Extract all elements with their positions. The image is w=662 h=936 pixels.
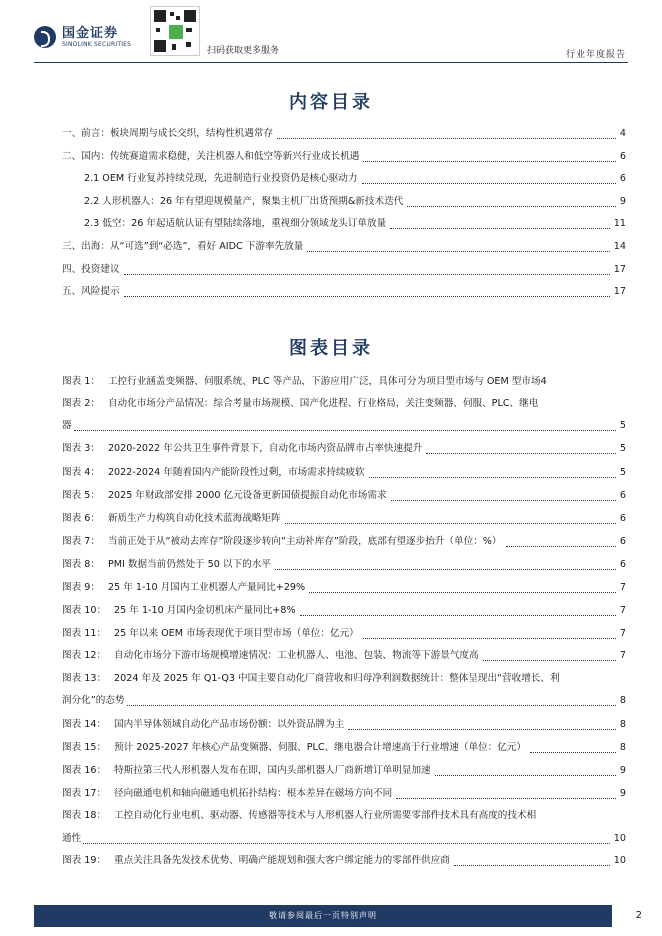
figure-label: 图表 5： (62, 490, 100, 501)
dot-leader (363, 151, 615, 165)
figure-label: 图表 18： (62, 810, 107, 821)
figure-page: 4 (540, 376, 547, 387)
figure-page: 7 (619, 650, 626, 661)
figure-text: 工控自动化行业电机、驱动器、传感器等技术与人形机器人行业所需要零部件技术具有高度的技术相 (114, 810, 537, 821)
wechat-icon (168, 24, 184, 40)
figure-label: 图表 10： (62, 605, 107, 616)
figure-page: 7 (619, 582, 626, 593)
toc-title: 内容目录 (289, 92, 373, 113)
figure-label: 图表 4： (62, 467, 100, 478)
toc-item-text: 五、风险提示 (62, 286, 120, 297)
toc-item-text: 2.1 OEM 行业复苏持续兑现，先进制造行业投资仍是核心驱动力 (84, 173, 358, 184)
dot-leader (277, 128, 616, 142)
figure-page: 5 (619, 443, 626, 454)
dot-leader (74, 420, 616, 434)
figure-text: 工控行业涵盖变频器、伺服系统、PLC 等产品，下游应用广泛，具体可分为项目型市场与 OEM 型市场 (107, 376, 541, 387)
dot-leader (275, 559, 616, 573)
page-header (0, 0, 662, 66)
figure-item[interactable] (62, 671, 626, 687)
toc-item-text: 2.3 低空：26 年起适航认证有望陆续落地，重视细分领域龙头订单放量 (84, 218, 387, 229)
figure-item[interactable] (62, 648, 626, 664)
dot-leader (307, 241, 609, 255)
toc-item[interactable] (62, 149, 626, 165)
figure-text-cont: 通性 (62, 833, 82, 844)
page-number: 2 (635, 910, 642, 921)
toc-item[interactable] (62, 126, 626, 142)
figure-label: 图表 14： (62, 719, 107, 730)
toc-item-page: 11 (613, 218, 626, 229)
figure-text: 自动化市场分下游市场规模增速情况：工业机器人、电池、包装、物流等下游景气度高 (114, 650, 479, 661)
toc-item[interactable] (84, 194, 626, 210)
dot-leader (506, 536, 616, 550)
figure-label: 图表 8： (62, 559, 100, 570)
figure-item[interactable] (62, 717, 626, 733)
figure-label: 图表 11： (62, 628, 107, 639)
toc-item-text: 四、投资建议 (62, 264, 120, 275)
logo-name-cn: 国金证券 (62, 25, 119, 41)
figure-label: 图表 13： (62, 673, 107, 684)
figure-text: 重点关注具备先发技术优势、明确产能规划和强大客户绑定能力的零部件供应商 (114, 855, 450, 866)
figure-text: 25 年 1-10 月国内金切机床产量同比+8% (114, 605, 296, 616)
figure-text-cont: 器 (62, 420, 72, 431)
figure-page: 6 (619, 513, 626, 524)
toc-item-page: 17 (613, 286, 626, 297)
figure-page: 10 (613, 833, 626, 844)
figure-page: 8 (619, 742, 626, 753)
qr-code-icon[interactable] (150, 6, 200, 56)
company-logo (34, 26, 131, 48)
figure-page: 9 (619, 765, 626, 776)
toc-item[interactable] (84, 171, 626, 187)
dot-leader (396, 788, 616, 802)
figure-item[interactable] (62, 488, 626, 504)
figure-page: 7 (619, 628, 626, 639)
logo-mark-icon (34, 26, 56, 48)
figure-label: 图表 19： (62, 855, 107, 866)
dot-leader (435, 765, 616, 779)
figure-text: 径向磁通电机和轴向磁通电机拓扑结构：根本差异在磁场方向不同 (114, 788, 393, 799)
toc-item-page: 4 (619, 128, 626, 139)
figure-item[interactable] (62, 853, 626, 869)
figure-label: 图表 1： (62, 376, 100, 387)
toc-item-page: 9 (619, 196, 626, 207)
toc-item[interactable] (62, 284, 626, 300)
figure-text-cont: 润分化”的态势 (62, 695, 125, 706)
dot-leader (454, 855, 610, 869)
figure-text: 25 年 1-10 月国内工业机器人产量同比+29% (107, 582, 306, 593)
figure-item[interactable] (62, 511, 626, 527)
figure-page: 9 (619, 788, 626, 799)
figure-page: 10 (613, 855, 626, 866)
figure-text: 预计 2025-2027 年核心产品变频器、伺服、PLC、继电器合计增速高于行业增速（单位：亿元） (114, 742, 527, 753)
toc-item[interactable] (62, 262, 626, 278)
figure-text: PMI 数据当前仍然处于 50 以下的水平 (107, 559, 271, 570)
figure-label: 图表 16： (62, 765, 107, 776)
toc-item-page: 14 (613, 241, 626, 252)
logo-name-en: SINOLINK SECURITIES (62, 40, 132, 48)
figure-text: 2022-2024 年随着国内产能阶段性过剩，市场需求持续疲软 (107, 467, 365, 478)
toc-item-text: 二、国内：传统赛道需求稳健，关注机器人和低空等新兴行业成长机遇 (62, 151, 360, 162)
figure-text: 2025 年财政部安排 2000 亿元设备更新国债提振自动化市场需求 (107, 490, 387, 501)
figure-page: 5 (619, 420, 626, 431)
figure-label: 图表 2： (62, 398, 100, 409)
figure-item[interactable] (62, 465, 626, 481)
figure-text: 自动化市场分产品情况：综合考量市场规模、国产化进程、行业格局，关注变频器、伺服、PLC、继电 (107, 398, 539, 409)
figure-page: 6 (619, 490, 626, 501)
dot-leader (426, 443, 616, 457)
figure-item[interactable] (62, 441, 626, 457)
figure-page: 6 (619, 536, 626, 547)
figure-text: 新质生产力构筑自动化技术蓝海战略矩阵 (107, 513, 281, 524)
dot-leader (83, 833, 610, 847)
figure-label: 图表 17： (62, 788, 107, 799)
figure-item[interactable] (62, 534, 626, 550)
figure-text: 当前正处于从“被动去库存”阶段逐步转向“主动补库存”阶段，底部有望逐步抬升（单位：%） (107, 536, 502, 547)
figure-item-continuation[interactable] (62, 418, 626, 434)
header-divider (34, 62, 628, 63)
toc-item-page: 6 (619, 151, 626, 162)
dot-leader (362, 173, 616, 187)
dot-leader (390, 218, 610, 232)
report-type-label: 行业年度报告 (565, 50, 626, 60)
dot-leader (530, 742, 616, 756)
dot-leader (483, 650, 616, 664)
figure-page: 7 (619, 605, 626, 616)
toc-item[interactable] (84, 216, 626, 232)
dot-leader (348, 719, 616, 733)
figure-page: 8 (619, 695, 626, 706)
dot-leader (407, 196, 616, 210)
figure-label: 图表 6： (62, 513, 100, 524)
figure-item[interactable] (62, 763, 626, 779)
figure-item[interactable] (62, 374, 626, 390)
figure-item[interactable] (62, 557, 626, 573)
toc-item[interactable] (62, 239, 626, 255)
toc-item-text: 一、前言：板块周期与成长交织，结构性机遇常存 (62, 128, 274, 139)
figure-label: 图表 15： (62, 742, 107, 753)
figure-item[interactable] (62, 786, 626, 802)
figure-text: 25 年以来 OEM 市场表现优于项目型市场（单位：亿元） (114, 628, 359, 639)
footer-bar (34, 905, 612, 927)
figure-page: 5 (619, 467, 626, 478)
footer-disclaimer: 敬请参阅最后一页特别声明 (269, 911, 377, 920)
figure-text: 2024 年及 2025 年 Q1-Q3 中国主要自动化厂商营收和归母净利润数据统计：整体呈现出“营收增长、利 (114, 673, 560, 684)
dot-leader (285, 513, 616, 527)
figure-item-continuation[interactable] (62, 831, 626, 847)
figure-item[interactable] (62, 740, 626, 756)
figure-text: 特斯拉第三代人形机器人发布在即，国内头部机器人厂商新增订单明显加速 (114, 765, 431, 776)
dot-leader (369, 467, 616, 481)
figure-item[interactable] (62, 808, 626, 824)
figure-page: 6 (619, 559, 626, 570)
figure-text: 国内半导体领域自动化产品市场份额：以外资品牌为主 (114, 719, 345, 730)
figure-text: 2020-2022 年公共卫生事件背景下，自动化市场内资品牌市占率快速提升 (107, 443, 423, 454)
dot-leader (309, 582, 616, 596)
figure-label: 图表 7： (62, 536, 100, 547)
figure-item[interactable] (62, 396, 626, 412)
dot-leader (124, 264, 610, 278)
dot-leader (127, 695, 616, 709)
dot-leader (391, 490, 616, 504)
toc-item-page: 6 (619, 173, 626, 184)
toc-item-text: 三、出海：从“可选”到“必选”，看好 AIDC 下游率先放量 (62, 241, 304, 252)
figure-item[interactable] (62, 626, 626, 642)
dot-leader (300, 605, 616, 619)
toc-item-page: 17 (613, 264, 626, 275)
figures-title: 图表目录 (289, 338, 373, 359)
figure-label: 图表 3： (62, 443, 100, 454)
figure-page: 8 (619, 719, 626, 730)
dot-leader (124, 286, 610, 300)
figure-item[interactable] (62, 580, 626, 596)
dot-leader (363, 628, 616, 642)
figure-item[interactable] (62, 603, 626, 619)
figure-item-continuation[interactable] (62, 693, 626, 709)
scan-prompt: 扫码获取更多服务 (207, 46, 280, 56)
toc-item-text: 2.2 人形机器人：26 年有望迎规模量产，聚集主机厂出货预期&新技术迭代 (84, 196, 404, 207)
figure-label: 图表 12： (62, 650, 107, 661)
figure-label: 图表 9： (62, 582, 100, 593)
